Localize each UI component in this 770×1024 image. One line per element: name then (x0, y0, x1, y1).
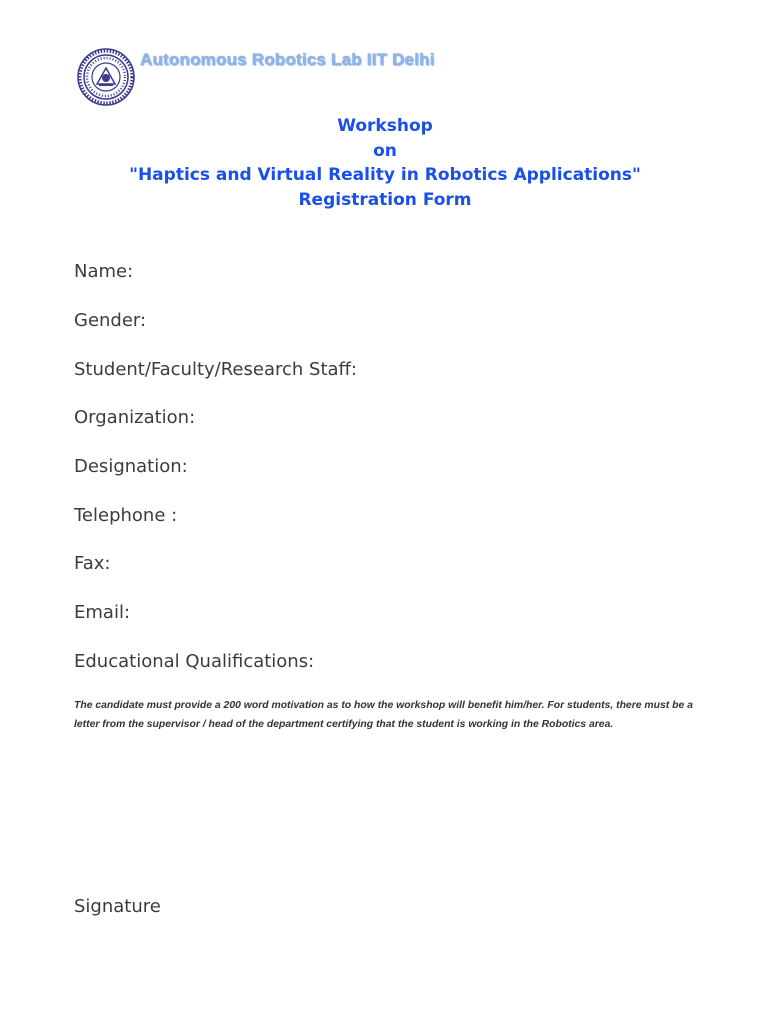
form-title (0, 114, 770, 212)
fax-field-label: Fax: (74, 553, 111, 574)
title-line-registration: Registration Form (298, 189, 472, 210)
name-field-label: Name: (74, 261, 134, 282)
email-field-label: Email: (74, 602, 131, 623)
signature-label: Signature (74, 896, 161, 917)
title-line-topic: "Haptics and Virtual Reality in Robotics Applications" (129, 165, 641, 185)
telephone-field-label: Telephone : (74, 505, 178, 526)
lab-name-heading: Autonomous Robotics Lab IIT Delhi (140, 50, 435, 69)
designation-field-label: Designation: (74, 456, 188, 477)
iit-delhi-logo-icon (77, 48, 135, 106)
motivation-note: The candidate must provide a 200 word motivation as to how the workshop will benefit him/her. For students, there must be a letter from the supervisor / head of the department certifying that the student is working in the Robotics area. (74, 700, 693, 730)
gender-field-label: Gender: (74, 310, 147, 331)
title-line-workshop: Workshop (337, 116, 433, 136)
role-field-label: Student/Faculty/Research Staff: (74, 359, 357, 380)
title-line-on: on (373, 140, 397, 161)
qualifications-field-label: Educational Qualifications: (74, 651, 315, 672)
organization-field-label: Organization: (74, 407, 196, 428)
